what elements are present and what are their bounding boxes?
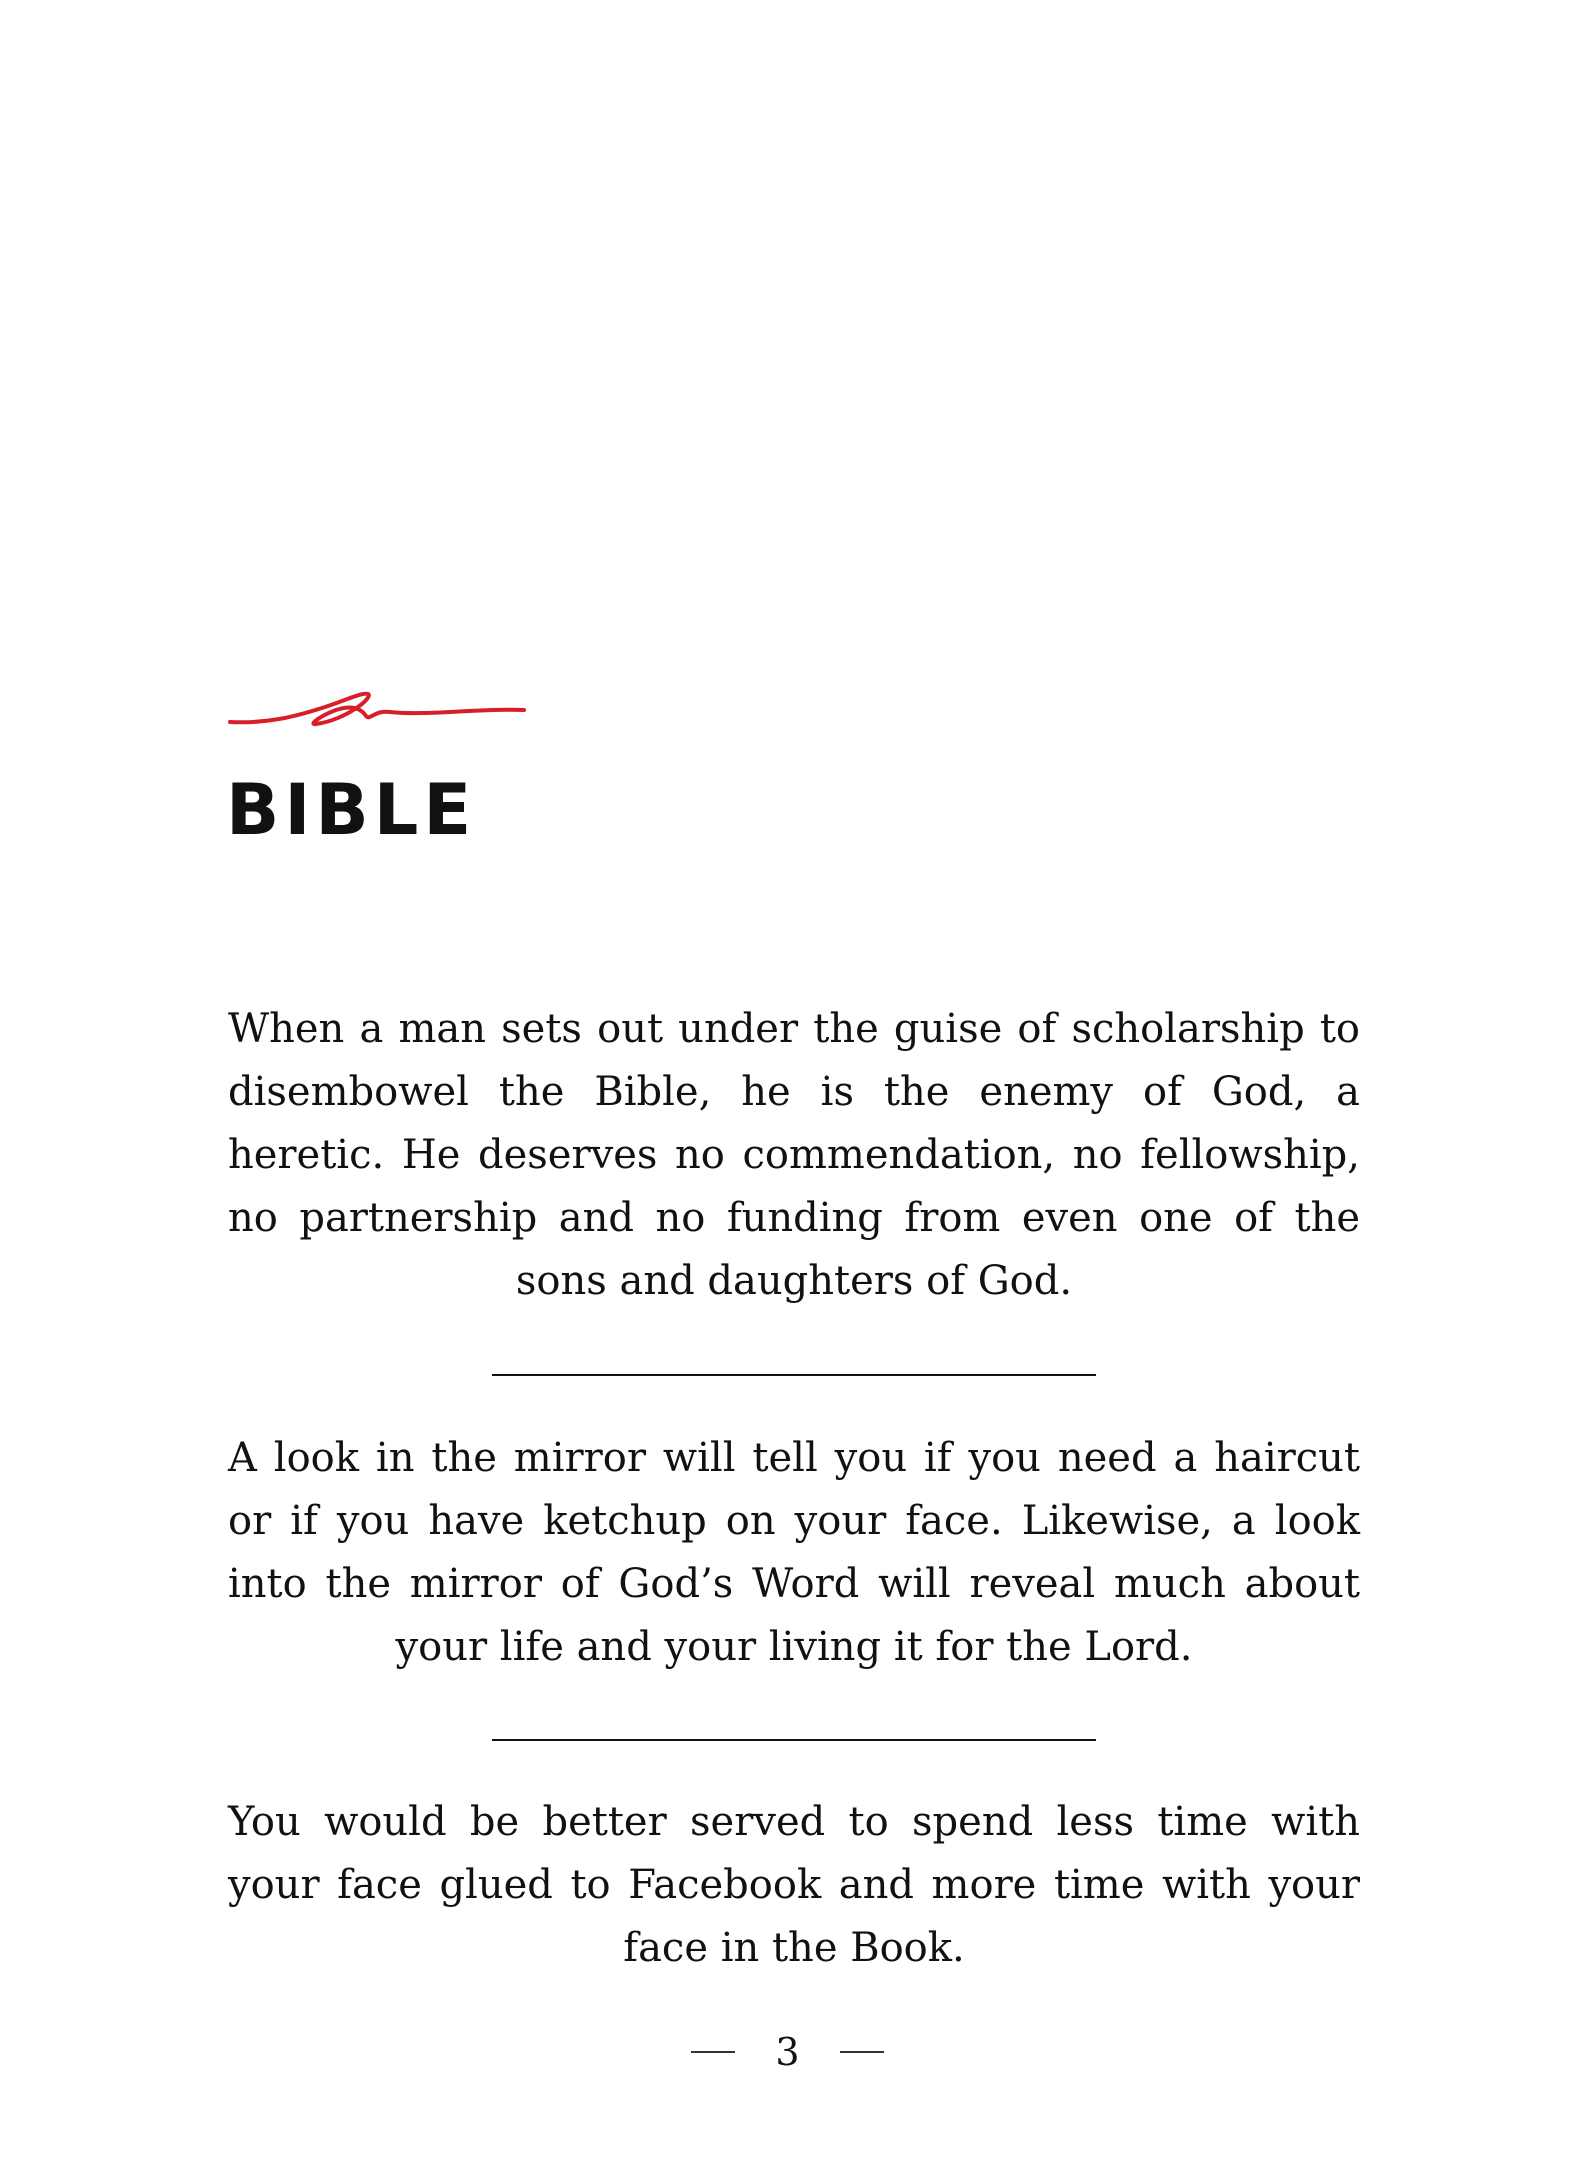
page-title: BIBLE	[226, 769, 477, 851]
flourish-stroke	[230, 694, 524, 724]
red-swash-flourish-icon	[228, 680, 528, 740]
page-number-footer	[0, 2030, 1575, 2074]
paragraph-1: When a man sets out under the guise of scholarship to disembowel the Bible, he is the enemy of God, a heretic. He deserves no commendation, no fellowship, no partnership and no funding from even one of the sons and daughters of God.	[228, 1006, 1360, 1304]
folio-dash-right	[840, 2051, 884, 2053]
section-divider	[492, 1739, 1096, 1741]
section-divider	[492, 1374, 1096, 1376]
folio-dash-left	[691, 2051, 735, 2053]
paragraph-2: A look in the mirror will tell you if you need a haircut or if you have ketchup on your face. Likewise, a look into the mirror of God’s Word will reveal much about your life and your living it for the Lord.	[228, 1435, 1360, 1670]
page-number: 3	[775, 2030, 800, 2074]
paragraph-3: You would be better served to spend less time with your face glued to Facebook and more time with your face in the Book.	[228, 1799, 1360, 1971]
